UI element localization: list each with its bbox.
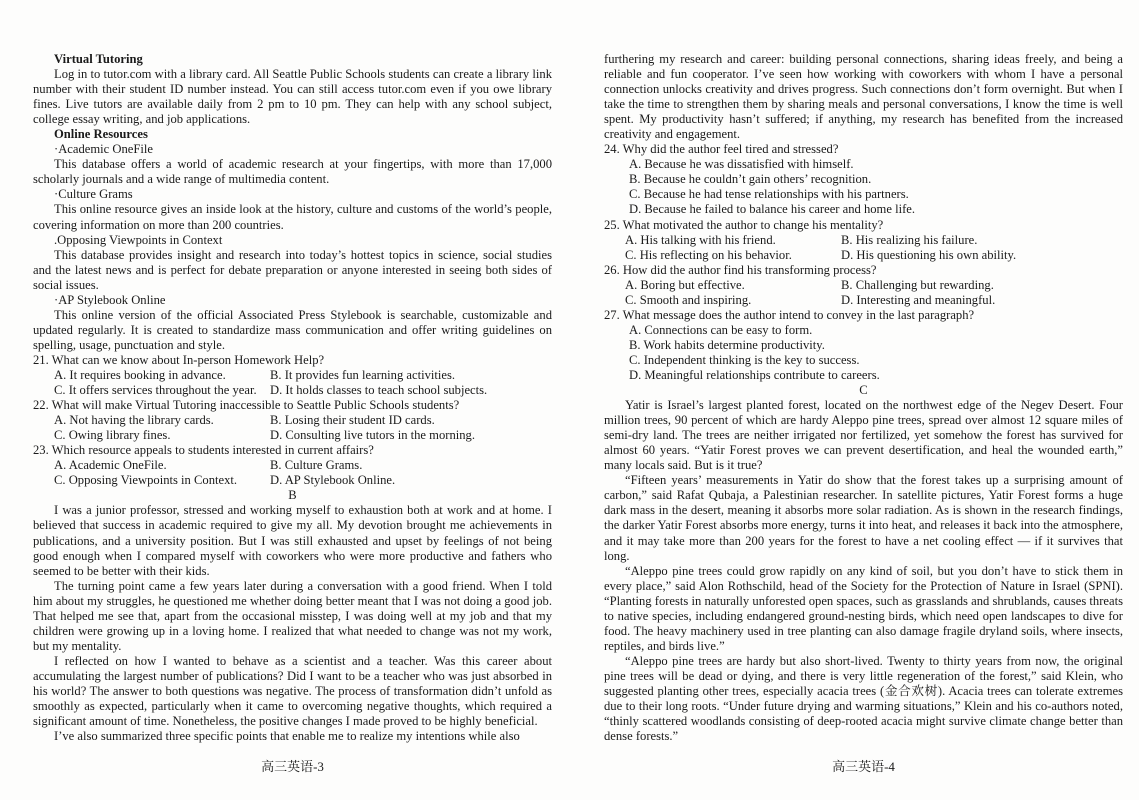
question-21-option-d: D. It holds classes to teach school subjects. — [270, 383, 488, 398]
question-22-option-c: C. Owing library fines. — [54, 428, 171, 443]
question-27-stem: 27. What message does the author intend to convey in the last paragraph? — [604, 307, 975, 322]
question-23-option-c: C. Opposing Viewpoints in Context. — [54, 473, 238, 488]
question-22 — [33, 398, 552, 443]
question-21-option-c: C. It offers services throughout the year. — [54, 383, 257, 398]
passage-b-paragraph-4-start: I’ve also summarized three specific points that enable me to realize my intentions while also — [54, 729, 520, 744]
question-23-option-a: A. Academic OneFile. — [54, 458, 167, 473]
question-22-option-b: B. Losing their student ID cards. — [270, 413, 435, 428]
question-22-options — [33, 413, 552, 443]
question-23-option-d: D. AP Stylebook Online. — [270, 473, 396, 488]
bullet-academic-onefile: ·Academic OneFile — [54, 142, 153, 157]
question-25-option-c: C. His reflecting on his behavior. — [625, 247, 792, 262]
question-22-option-a: A. Not having the library cards. — [54, 413, 214, 428]
heading-online-resources: Online Resources — [54, 127, 148, 142]
question-25-option-d: D. His questioning his own ability. — [841, 247, 1017, 262]
page-3-footer: 高三英语-3 — [261, 759, 324, 774]
question-25-stem: 25. What motivated the author to change his mentality? — [604, 217, 884, 232]
passage-c-paragraph-1: Yatir is Israel’s largest planted forest, located on the northwest edge of the Negev Desert. Four million trees, 90 percent of which are hardy Aleppo pine trees, spread over almost 12 square miles of semi-dry land. The trees are neither irrigated nor fertilized, yet somehow the forest has survived for almost 60 years. “Yatir Forest proves we can prevent desertification, and heal the wounded earth,” many locals said. But is it true? — [604, 398, 1123, 473]
question-21-stem: 21. What can we know about In-person Homework Help? — [33, 352, 325, 367]
question-26-stem: 26. How did the author find his transforming process? — [604, 262, 877, 277]
passage-c-paragraph-3: “Aleppo pine trees could grow rapidly on any kind of soil, but you don’t have to stick them in every place,” said Alon Rothschild, head of the Society for the Protection of Nature in Israel (SPNI). “Planting forests in naturally unforested open spaces, such as grasslands and shrublands, causes threats to native species, including endangered ground-nesting birds, which need open landscapes to dive for food. The heavy machinery used in tree planting can also damage fragile dryland soils, where insects, reptiles, and birds live.” — [604, 563, 1123, 653]
question-27-option-c: C. Independent thinking is the key to success. — [629, 352, 860, 367]
question-24-stem: 24. Why did the author feel tired and stressed? — [604, 142, 839, 157]
virtual-tutoring-paragraph: Log in to tutor.com with a library card. All Seattle Public Schools students can create a library link number with their student ID number instead. You can still access tutor.com even if you owe library fines. Live tutors are available daily from 2 pm to 10 pm. They can help with any school subject, college essay writing, and job applications. — [33, 67, 552, 127]
section-c-label: C — [859, 383, 868, 398]
passage-b-paragraph-3: I reflected on how I wanted to behave as a scientist and a teacher. Was this career about accumulating the largest number of publications? Did I want to be a teacher who was just absorbed in his world? The answer to both questions was negative. The process of transformation didn’t unfold as smoothly as expected, particularly when it came to overcoming negative thoughts, which required a significant amount of time. Nonetheless, the positive changes I made proved to be highly beneficial. — [33, 653, 552, 729]
question-23-stem: 23. Which resource appeals to students interested in current affairs? — [33, 443, 374, 458]
page-3-column — [33, 52, 552, 744]
ap-stylebook-description: This online version of the official Associated Press Stylebook is searchable, customizable and updated regularly. It is created to standardize mass communication and offer writing guidelines on spelling, usage, punctuation and style. — [33, 307, 552, 352]
question-26-option-b: B. Challenging but rewarding. — [841, 277, 994, 292]
question-26-option-c: C. Smooth and inspiring. — [625, 292, 752, 307]
academic-onefile-description: This database offers a world of academic research at your fingertips, with more than 17,000 scholarly journals and a wide range of multimedia content. — [33, 157, 552, 187]
question-27-option-a: A. Connections can be easy to form. — [629, 322, 813, 337]
question-24-option-b: B. Because he couldn’t gain others’ recognition. — [629, 172, 872, 187]
question-27-option-b: B. Work habits determine productivity. — [629, 337, 825, 352]
passage-b-paragraph-1: I was a junior professor, stressed and working myself to exhaustion both at work and at home. I believed that success in academic required to give my all. My devotion brought me achievements in publications, and a university position. But I was still exhausted and upset by feelings of not being good enough when I compared myself with coworkers who were more productive and fathers who seemed to be better with their kids. — [33, 503, 552, 578]
bullet-opposing-viewpoints: .Opposing Viewpoints in Context — [54, 232, 223, 247]
question-24-option-c: C. Because he had tense relationships with his partners. — [629, 187, 909, 202]
heading-virtual-tutoring: Virtual Tutoring — [54, 52, 143, 66]
section-b-label: B — [288, 488, 297, 503]
question-26-options — [604, 278, 1123, 308]
passage-c-paragraph-4: “Aleppo pine trees are hardy but also short-lived. Twenty to thirty years from now, the original pine trees will be dead or dying, and there is very little regeneration of the forest,” said Klein, who suggested planting other trees, especially acacia trees (金合欢树). Acacia trees can tolerate extremes due to their long roots. “Under future drying and warming situations,” Klein and his co-authors noted, “thinly scattered woodlands consisting of deep-rooted acacia might survive climate change better than dense forests.” — [604, 653, 1123, 744]
passage-b-paragraph-2: The turning point came a few years later during a conversation with a good friend. When I told him about my struggles, he questioned me whether doing better meant that I was not doing a good job. That helped me see that, apart from the occasional misstep, I was doing well at my job and that my children were growing up in a loving home. I realized that what needed to change was not my work, but my mentality. — [33, 578, 552, 653]
question-26-option-a: A. Boring but effective. — [625, 277, 745, 292]
passage-c-paragraph-2: “Fifteen years’ measurements in Yatir do show that the forest takes up a surprising amount of carbon,” said Rafat Qubaja, a Palestinian researcher. In satellite pictures, Yatir Forest forms a huge dark mass in the desert, meaning it absorbs more solar radiation. As is shown in the research findings, the darker Yatir Forest absorbs more energy, turns it into heat, and releases it back into the atmosphere, and it may take more than 200 years for the forest to have a net cooling effect — if it survives that long. — [604, 473, 1123, 563]
question-21 — [33, 353, 552, 398]
page-4-column — [604, 52, 1123, 744]
question-24-option-a: A. Because he was dissatisfied with himself. — [629, 157, 854, 172]
question-24 — [604, 142, 1123, 217]
question-23 — [33, 443, 552, 488]
page-4-footer: 高三英语-4 — [832, 759, 895, 774]
question-26 — [604, 263, 1123, 308]
culture-grams-description: This online resource gives an inside look at the history, culture and customs of the world’s people, covering information on more than 200 countries. — [33, 202, 552, 232]
question-24-options — [604, 157, 1123, 217]
question-23-option-b: B. Culture Grams. — [270, 458, 363, 473]
question-27-options — [604, 323, 1123, 383]
question-21-option-a: A. It requires booking in advance. — [54, 367, 226, 382]
question-27 — [604, 308, 1123, 383]
question-24-option-d: D. Because he failed to balance his career and home life. — [629, 202, 916, 217]
question-25-option-a: A. His talking with his friend. — [625, 232, 776, 247]
question-25-options — [604, 233, 1123, 263]
question-22-stem: 22. What will make Virtual Tutoring inaccessible to Seattle Public Schools students? — [33, 398, 460, 413]
question-25 — [604, 218, 1123, 263]
question-23-options — [33, 458, 552, 488]
question-22-option-d: D. Consulting live tutors in the morning. — [270, 428, 475, 443]
question-25-option-b: B. His realizing his failure. — [841, 232, 978, 247]
question-26-option-d: D. Interesting and meaningful. — [841, 292, 996, 307]
bullet-ap-stylebook: ·AP Stylebook Online — [54, 292, 166, 307]
bullet-culture-grams: ·Culture Grams — [54, 187, 133, 202]
question-21-option-b: B. It provides fun learning activities. — [270, 367, 456, 382]
opposing-viewpoints-description: This database provides insight and research into today’s hottest topics in science, social studies and the latest news and is perfect for debate preparation or anyone interested in seeing both sides of social issues. — [33, 247, 552, 292]
passage-b-paragraph-4-continued: furthering my research and career: building personal connections, sharing ideas freely, and being a reliable and fun cooperator. I’ve seen how working with coworkers with whom I have a personal connection unlocks creativity and drives progress. Such connections don’t form overnight. But when I take the time to strengthen them by sharing meals and personal conversations, I know the time is well spent. My productivity hasn’t suffered; if anything, my research has benefited from the increased creativity and engagement. — [604, 52, 1123, 142]
question-21-options — [33, 368, 552, 398]
question-27-option-d: D. Meaningful relationships contribute to careers. — [629, 367, 880, 382]
